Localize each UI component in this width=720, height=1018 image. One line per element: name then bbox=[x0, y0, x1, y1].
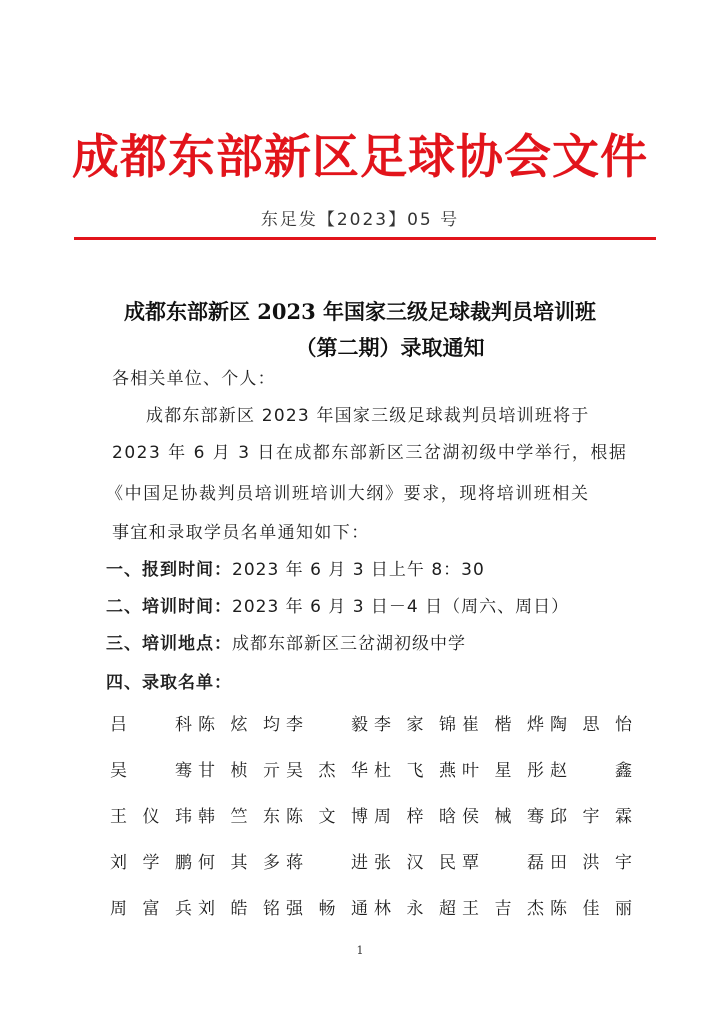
paragraph-line: 成都东部新区 2023 年国家三级足球裁判员培训班将于 bbox=[146, 406, 590, 426]
item-check-in-time bbox=[106, 557, 485, 583]
student-name: 陶 思 怡 bbox=[550, 715, 632, 735]
student-name: 吴 杰 华 bbox=[286, 761, 368, 781]
student-name: 覃 磊 bbox=[462, 853, 544, 873]
student-name: 吴 骞 bbox=[110, 761, 192, 781]
masthead-title: 成都东部新区足球协会文件 bbox=[72, 130, 648, 185]
student-name: 蒋 进 bbox=[286, 853, 368, 873]
student-name: 陈 佳 丽 bbox=[550, 899, 632, 919]
student-name: 王 仪 玮 bbox=[110, 807, 192, 827]
red-divider-line bbox=[74, 237, 656, 240]
page-number: 1 bbox=[356, 944, 364, 957]
student-name: 周 富 兵 bbox=[110, 899, 192, 919]
paragraph-line: 《中国足协裁判员培训班培训大纲》要求，现将培训班相关 bbox=[106, 484, 590, 504]
student-name: 林 永 超 bbox=[374, 899, 456, 919]
item-admission-list bbox=[106, 670, 232, 696]
student-name: 赵 鑫 bbox=[550, 761, 632, 781]
item-training-location bbox=[106, 631, 466, 657]
student-name: 田 洪 宇 bbox=[550, 853, 632, 873]
student-name: 刘 学 鹏 bbox=[110, 853, 192, 873]
name-row bbox=[110, 896, 632, 942]
student-name: 王 吉 杰 bbox=[462, 899, 544, 919]
admission-name-list bbox=[110, 712, 632, 942]
student-name: 杜 飞 燕 bbox=[374, 761, 456, 781]
student-name: 侯 械 骞 bbox=[462, 807, 544, 827]
student-name: 李 家 锦 bbox=[374, 715, 456, 735]
item-label: 一、报到时间： bbox=[106, 560, 232, 580]
student-name: 邱 宇 霖 bbox=[550, 807, 632, 827]
salutation: 各相关单位、个人： bbox=[112, 369, 276, 389]
student-name: 何 其 多 bbox=[198, 853, 280, 873]
item-value: 2023 年 6 月 3 日－4 日（周六、周日） bbox=[232, 597, 570, 617]
item-label: 三、培训地点： bbox=[106, 634, 232, 654]
student-name: 吕 科 bbox=[110, 715, 192, 735]
student-name: 刘 皓 铭 bbox=[198, 899, 280, 919]
notice-title-line-1: 成都东部新区 2023 年国家三级足球裁判员培训班 bbox=[123, 299, 597, 324]
student-name: 强 畅 通 bbox=[286, 899, 368, 919]
item-value: 成都东部新区三岔湖初级中学 bbox=[232, 634, 466, 654]
item-label: 二、培训时间： bbox=[106, 597, 232, 617]
paragraph-line: 2023 年 6 月 3 日在成都东部新区三岔湖初级中学举行，根据 bbox=[112, 443, 628, 463]
student-name: 甘 桢 亓 bbox=[198, 761, 280, 781]
notice-title-line-2: （第二期）录取通知 bbox=[295, 335, 485, 360]
student-name: 韩 竺 东 bbox=[198, 807, 280, 827]
student-name: 陈 炫 均 bbox=[198, 715, 280, 735]
name-row bbox=[110, 758, 632, 804]
name-row bbox=[110, 804, 632, 850]
student-name: 张 汉 民 bbox=[374, 853, 456, 873]
item-label: 四、录取名单： bbox=[106, 673, 232, 693]
student-name: 周 梓 晗 bbox=[374, 807, 456, 827]
student-name: 叶 星 彤 bbox=[462, 761, 544, 781]
student-name: 陈 文 博 bbox=[286, 807, 368, 827]
item-training-time bbox=[106, 594, 569, 620]
name-row bbox=[110, 850, 632, 896]
name-row bbox=[110, 712, 632, 758]
item-value: 2023 年 6 月 3 日上午 8：30 bbox=[232, 560, 485, 580]
student-name: 崔 楷 烨 bbox=[462, 715, 544, 735]
document-number: 东足发【2023】05 号 bbox=[260, 210, 460, 230]
paragraph-line: 事宜和录取学员名单通知如下： bbox=[112, 523, 370, 543]
student-name: 李 毅 bbox=[286, 715, 368, 735]
